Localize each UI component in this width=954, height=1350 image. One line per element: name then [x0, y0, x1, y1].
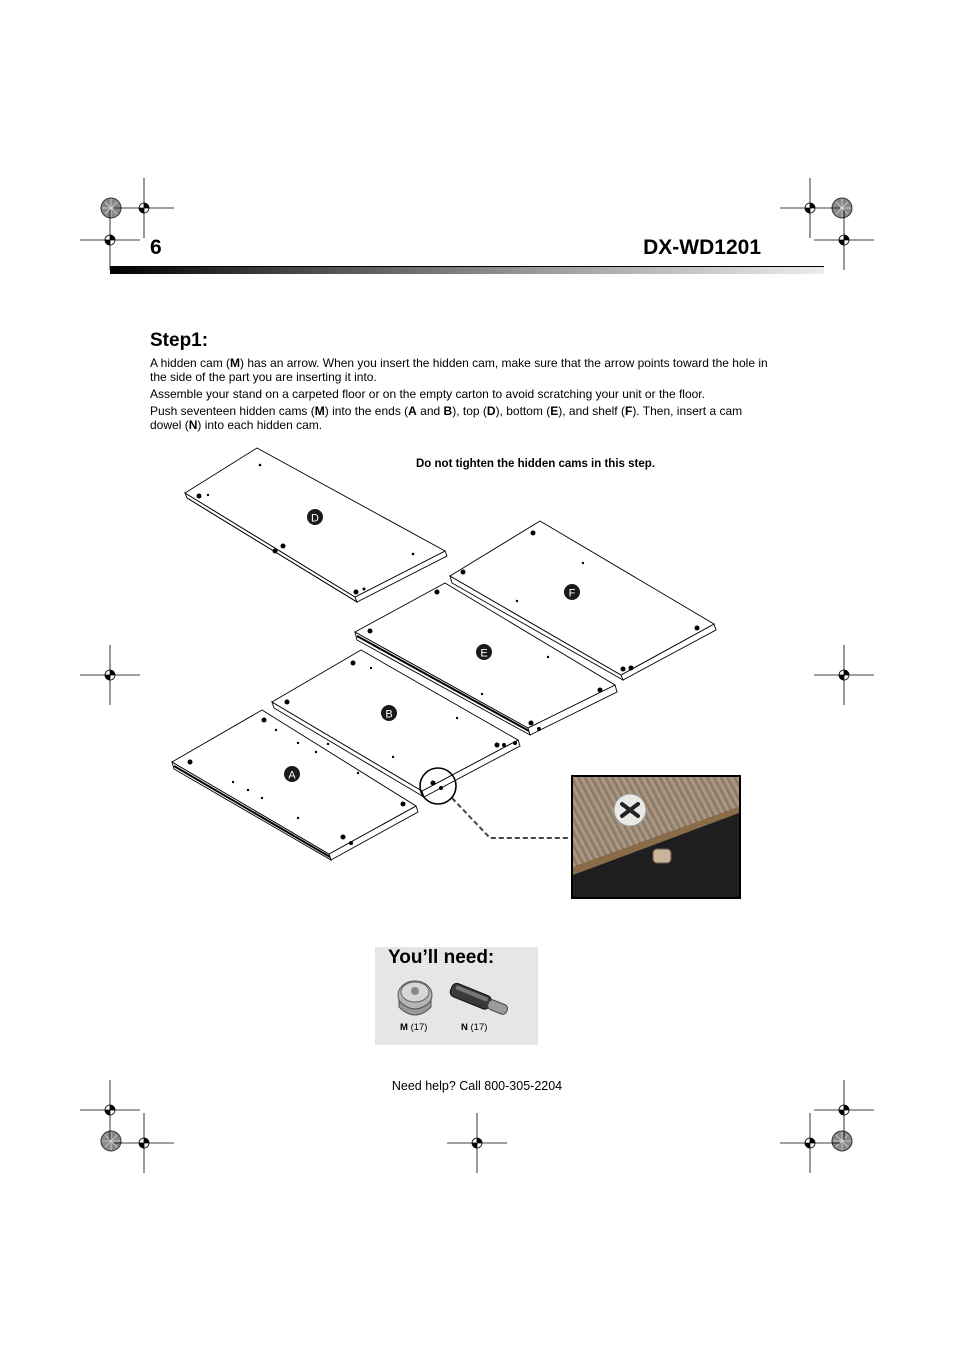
- part-n-label: N (17): [461, 1022, 488, 1033]
- detail-callout-leader: [452, 798, 571, 838]
- cam-dowel-icon: [445, 977, 515, 1023]
- panel-f-badge: [564, 584, 580, 600]
- svg-text:E: E: [480, 647, 488, 660]
- hidden-cam-closeup-photo: [571, 775, 741, 899]
- panel-d-board: [185, 448, 447, 602]
- panel-d-badge: [307, 509, 323, 525]
- svg-text:F: F: [568, 587, 576, 600]
- assembly-diagram: [0, 440, 954, 910]
- instruction-paragraph-3: Push seventeen hidden cams (M) into the ends (A and B), top (D), bottom (E), and shelf (F). Then, insert a cam dowel (N) into each hidden cam.: [150, 404, 743, 432]
- page-number: 6: [150, 236, 162, 259]
- panel-a-badge: [284, 766, 300, 782]
- help-footer: Need help? Call 800-305-2204: [391, 1079, 563, 1093]
- panel-e-badge: [476, 644, 492, 660]
- instruction-paragraph-2: Assemble your stand on a carpeted floor or on the empty carton to avoid scratching your unit or the floor.: [150, 387, 705, 401]
- parts-needed-title: You’ll need:: [388, 947, 495, 968]
- hidden-cam-icon: [395, 977, 435, 1023]
- step-title: Step1:: [150, 330, 209, 351]
- warning-note: Do not tighten the hidden cams in this step.: [416, 458, 655, 470]
- svg-text:B: B: [385, 708, 393, 721]
- model-number: DX-WD1201: [643, 236, 761, 259]
- svg-text:A: A: [288, 769, 296, 782]
- header-gradient-rule: [110, 266, 824, 274]
- header-rule-line: [110, 266, 824, 267]
- part-m-label: M (17): [400, 1022, 428, 1033]
- panel-b-badge: [381, 705, 397, 721]
- svg-text:D: D: [311, 512, 319, 525]
- instruction-paragraph-1: A hidden cam (M) has an arrow. When you insert the hidden cam, make sure that the arrow points toward the hole in the side of the part you are inserting it into.: [150, 356, 768, 384]
